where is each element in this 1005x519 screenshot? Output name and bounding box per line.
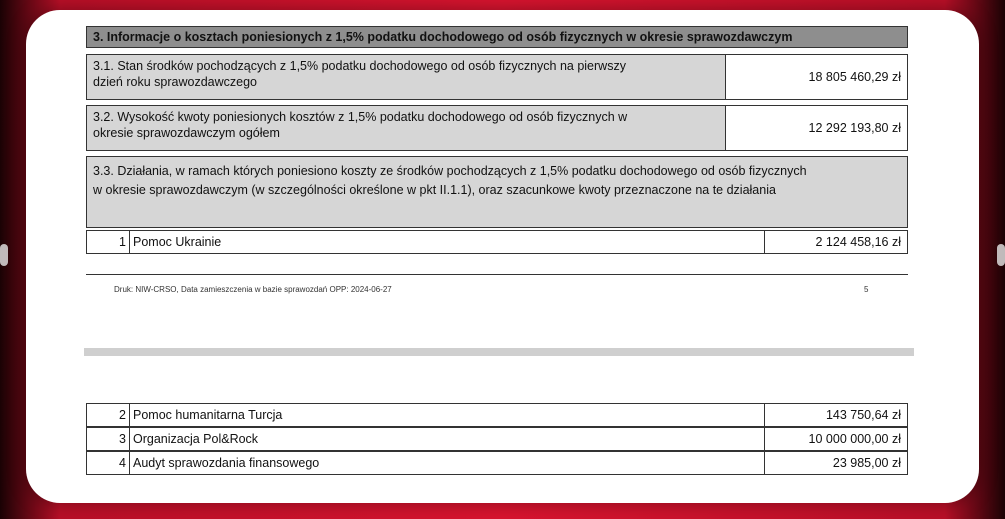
activity-amount: 10 000 000,00 zł [764, 427, 908, 451]
activity-name: Pomoc humanitarna Turcja [129, 403, 765, 427]
activity-amount: 23 985,00 zł [764, 451, 908, 475]
activity-number: 2 [86, 403, 130, 427]
right-edge-marker [997, 244, 1005, 266]
activity-amount: 2 124 458,16 zł [764, 230, 908, 254]
row-3-2-label: 3.2. Wysokość kwoty poniesionych kosztów z 1,5% podatku dochodowego od osób fizycznych w okresie sprawozdawczym ogółem [86, 105, 726, 151]
footer-text: Druk: NIW-CRSO, Data zamieszczenia w bazie sprawozdań OPP: 2024-06-27 [114, 285, 392, 294]
activity-name: Audyt sprawozdania finansowego [129, 451, 765, 475]
row-3-1 [86, 54, 908, 100]
document-card [26, 10, 979, 503]
activities-heading: 3.3. Działania, w ramach których poniesiono koszty ze środków pochodzących z 1,5% podatku dochodowego od osób fizycznych w okresie sprawozdawczym (w szczególności określone w pkt II.1.1), oraz szacunkowe kwoty przeznaczone na te działania [86, 156, 908, 228]
activity-row [86, 403, 908, 427]
activity-row [86, 451, 908, 475]
row-3-2-value: 12 292 193,80 zł [725, 105, 908, 151]
section-title: 3. Informacje o kosztach poniesionych z 1,5% podatku dochodowego od osób fizycznych w okresie sprawozdawczym [86, 26, 908, 48]
page-separator [84, 348, 914, 356]
activity-number: 4 [86, 451, 130, 475]
activity-number: 1 [86, 230, 130, 254]
activity-row [86, 427, 908, 451]
activity-number: 3 [86, 427, 130, 451]
page-number: 5 [864, 285, 869, 294]
activity-row [86, 230, 908, 254]
activity-name: Organizacja Pol&Rock [129, 427, 765, 451]
row-3-2 [86, 105, 908, 151]
activity-name: Pomoc Ukrainie [129, 230, 765, 254]
activity-amount: 143 750,64 zł [764, 403, 908, 427]
left-edge-marker [0, 244, 8, 266]
footer-rule [86, 274, 908, 275]
row-3-1-value: 18 805 460,29 zł [725, 54, 908, 100]
row-3-1-label: 3.1. Stan środków pochodzących z 1,5% podatku dochodowego od osób fizycznych na pierwszy dzień roku sprawozdawczego [86, 54, 726, 100]
